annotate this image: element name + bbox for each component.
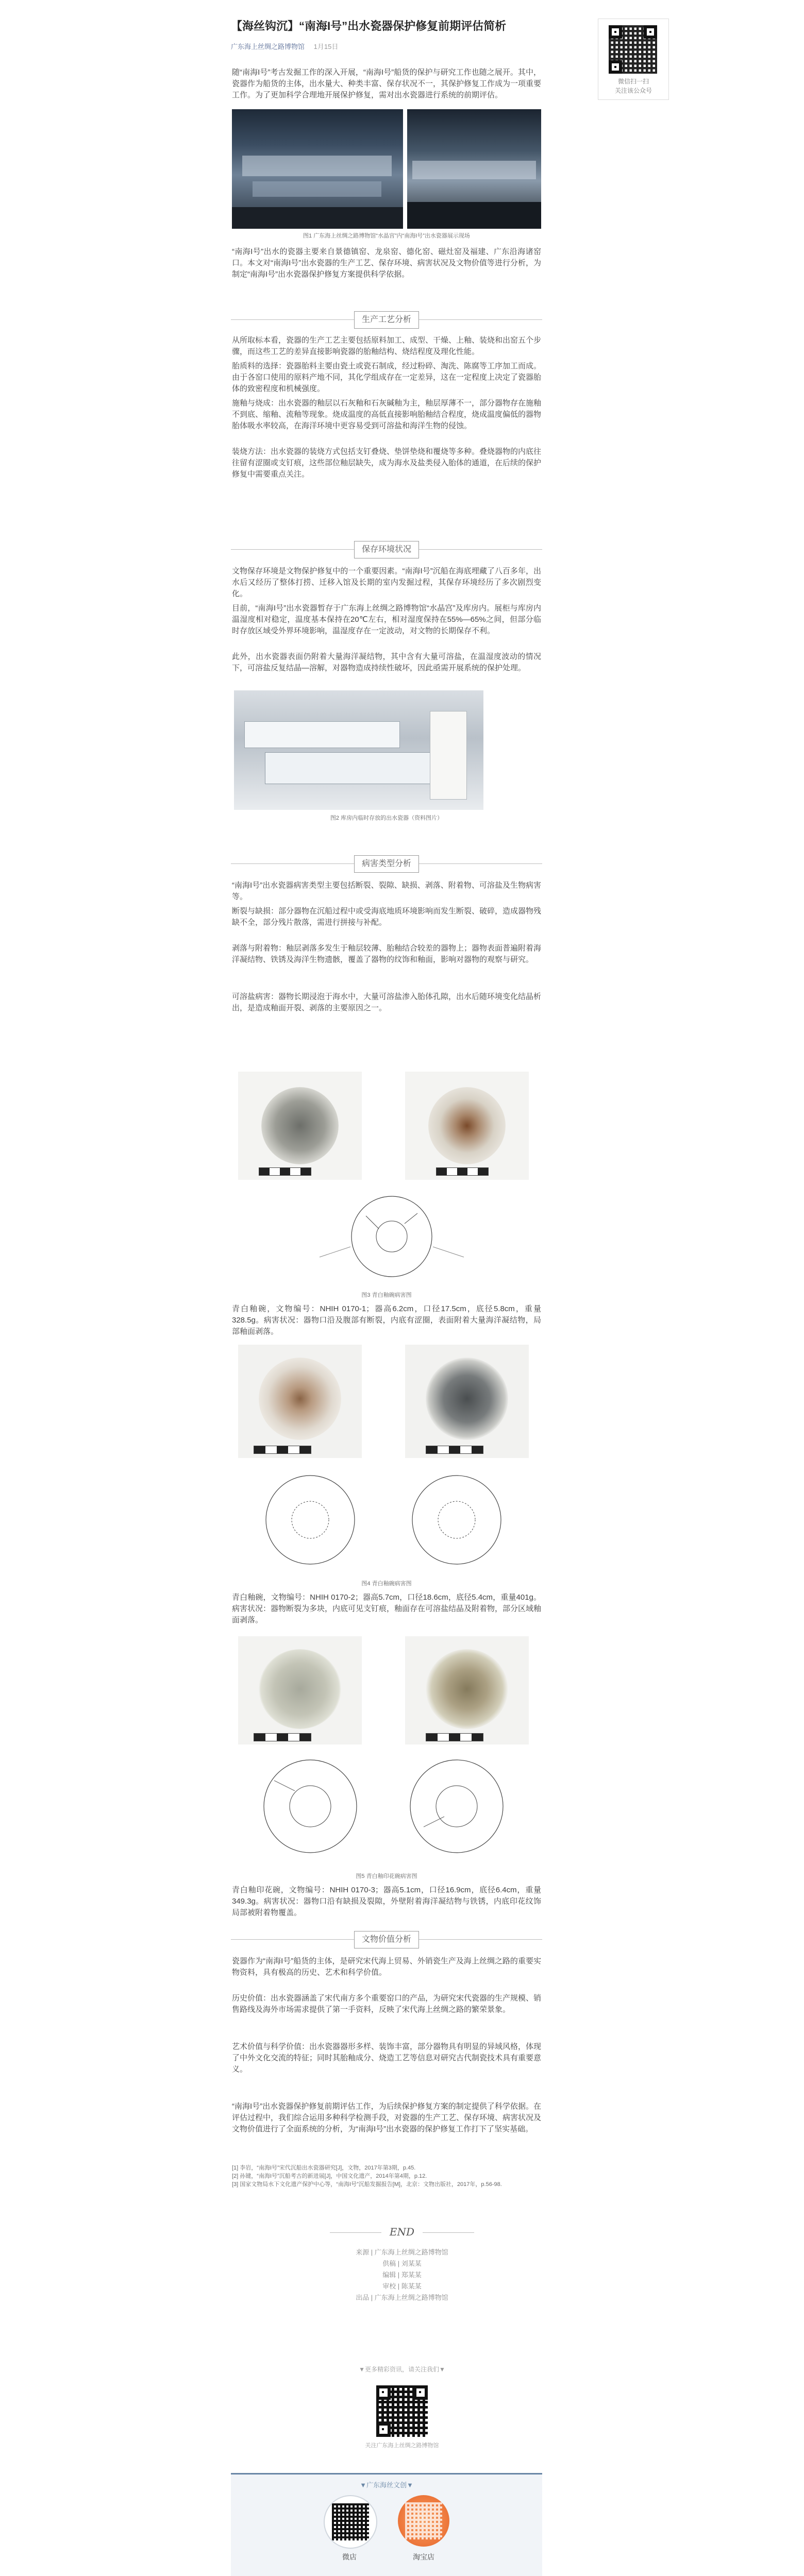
fig5-description: 青白釉印花碗，文物编号：NHIH 0170-3；器高5.1cm，口径16.9cm，底径6.4cm，重量349.3g。病害状况：器物口沿有缺损及裂隙，外壁附着海洋凝结物与铁锈，内底印花纹饰局部被附着物覆盖。 [232,1886,541,1917]
craft-paragraph: 施釉与烧成：出水瓷器的釉层以石灰釉和石灰碱釉为主，釉层厚薄不一，部分器物存在施釉不到底、缩釉、流釉等现象。烧成温度的高低直接影响胎釉结合程度，烧成温度偏低的器物胎体吸水率较高，在海洋环境中更容易受到可溶盐和海洋生物的侵蚀。 [232,399,542,430]
reference-item: [1] 李岩，“南海I号”宋代沉船出水瓷器研究[J]，文物，2017年第3期，p.45. [232,2165,416,2171]
section-header-disease: 病害类型分析 [231,855,542,873]
end-mark: END [381,2226,423,2238]
value-paragraph: 瓷器作为“南海I号”船货的主体，是研究宋代海上贸易、外销瓷生产及海上丝绸之路的重要实物资料，具有极高的历史、艺术和科学价值。 [232,1957,541,1977]
craft-paragraph: 胎质料的选择：瓷器胎料主要由瓷土或瓷石制成，经过粉碎、淘洗、陈腐等工序加工而成。由于各窑口使用的原料产地不同，其化学组成存在一定差异，这在一定程度上决定了瓷器胎体的致密程度和机械强度。 [232,362,542,393]
section-header-environment: 保存环境状况 [231,541,542,558]
publish-date: 1月15日 [313,43,339,50]
fig5-caption: 图5 青白釉印花碗病害图 [356,1873,417,1879]
disease-paragraph: 断裂与缺损：部分器物在沉船过程中或受海底地质环境影响而发生断裂、破碎，造成器物残缺不全，部分残片散落，需进行拼接与补配。 [232,907,542,927]
disease-paragraph: “南海I号”出水瓷器病害类型主要包括断裂、裂隙、缺损、剥落、附着物、可溶盐及生物病害等。 [232,881,541,901]
disease-paragraph: 剥落与附着物：釉层剥落多发生于釉层较薄、胎釉结合较差的器物上；器物表面普遍附着海洋凝结物、铁锈及海洋生物遗骸，覆盖了器物的纹饰和釉面，影响对器物的观察与研究。 [232,944,542,964]
fig2-caption: 图2 库房内临时存放的出水瓷器（资料图片） [330,815,443,821]
section-header-craft: 生产工艺分析 [231,311,542,329]
bowl-photo [238,1345,362,1458]
craft-paragraph: 装烧方法：出水瓷器的装烧方式包括支钉叠烧、垫饼垫烧和覆烧等多种。叠烧器物的内底往往留有涩圈或支钉痕，这些部位釉层缺失，成为海水及盐类侵入胎体的通道，在后续的保护修复中需要重点关注。 [232,447,542,479]
references [232,2164,541,2189]
conclusion-paragraph: “南海I号”出水瓷器保护修复前期评估工作，为后续保护修复方案的制定提供了科学依据。在评估过程中，我们综合运用多种科学检测手段，对瓷器的生产工艺、保存环境、病害状况及文物价值进行了全面系统的分析，为“南海I号”出水瓷器的保护修复工作打下了坚实基础。 [232,2102,542,2133]
taobao-qr-icon[interactable] [398,2495,449,2547]
bowl-photo [405,1072,529,1180]
shop-panel-title: ▼广东海丝文创▼ [360,2481,413,2489]
article-title: 【海丝钩沉】“南海I号”出水瓷器保护修复前期评估简析 [231,20,507,32]
qr-caption-2: 关注该公众号 [614,87,652,94]
side-qr-panel [598,19,669,100]
storage-photo [234,690,483,810]
section-header-value: 文物价值分析 [231,1931,542,1948]
bowl-photo [238,1636,362,1744]
environment-paragraph: 文物保存环境是文物保护修复中的一个重要因素。“南海I号”沉船在海底埋藏了八百多年，出水后又经历了整体打捞、迁移入馆及长期的室内发掘过程，其保存环境经历了多次剧烈变化。 [232,567,541,598]
fig4-caption: 图4 青白釉碗病害图 [361,1581,412,1587]
fig3-caption: 图3 青白釉碗病害图 [361,1292,412,1298]
weidian-label: 微店 [342,2553,357,2561]
bowl-diagram [238,1463,529,1577]
footer-source: 来源 | 广东海上丝绸之路博物馆 [356,2248,448,2256]
end-divider [330,2225,474,2240]
intro-paragraph-2: “南海I号”出水的瓷器主要来自景德镇窑、龙泉窑、德化窑、磁灶窑及福建、广东沿海诸窑口。本文对“南海I号”出水瓷器的生产工艺、保存环境、病害状况及文物价值等进行分析，为制定“南海I号”出水瓷器保护修复方案提供科学依据。 [232,247,541,279]
museum-photo-left [232,109,403,229]
intro-paragraph: 随“南海I号”考古发掘工作的深入开展，“南海I号”船货的保护与研究工作也随之展开。其中，瓷器作为船货的主体，出水量大、种类丰富、保存状况不一，其保护修复工作成为一项重要工作。为了更加科学合理地开展保护修复，需对出水瓷器进行系统的前期评估。 [232,68,542,99]
weidian-qr-icon[interactable] [324,2495,377,2549]
source-link[interactable]: 广东海上丝绸之路博物馆 [231,43,305,50]
museum-photo-right [407,109,541,229]
bowl-diagram [289,1185,495,1288]
follow-divider: ▼更多精彩资讯，请关注我们▼ [359,2366,445,2373]
shop-panel [231,2473,542,2576]
bowl-photo [405,1345,529,1458]
footer-contributor: 供稿 | 刘某某 [382,2260,422,2267]
footer-qr-caption: 关注广东海上丝绸之路博物馆 [365,2443,439,2449]
disease-paragraph: 可溶盐病害：器物长期浸泡于海水中，大量可溶盐渗入胎体孔隙，出水后随环境变化结晶析出，是造成釉面开裂、剥落的主要原因之一。 [232,992,542,1012]
fig4-description: 青白釉碗，文物编号：NHIH 0170-2；器高5.7cm，口径18.6cm，底径5.4cm，重量401g。病害状况：器物断裂为多块，内底可见支钉痕，釉面存在可溶盐结晶及附着物，部分区域釉面剥落。 [232,1593,542,1624]
craft-paragraph: 从所取标本看，瓷器的生产工艺主要包括原料加工、成型、干燥、上釉、装烧和出窑五个步骤，而这些工艺的差异直接影响瓷器的胎釉结构、烧结程度及理化性能。 [232,336,542,356]
value-paragraph: 历史价值：出水瓷器涵盖了宋代南方多个重要窑口的产品，为研究宋代瓷器的生产规模、销售路线及海外市场需求提供了第一手资料，反映了宋代海上丝绸之路的繁荣景象。 [232,1994,542,2014]
value-paragraph: 艺术价值与科学价值：出水瓷器器形多样、装饰丰富，部分器物具有明显的异域风格，体现了中外文化交流的特征；同时其胎釉成分、烧造工艺等信息对研究古代制瓷技术具有重要意义。 [232,2042,542,2074]
footer-reviewer: 审校 | 陈某某 [382,2282,422,2290]
reference-item: [3] 国家文物局水下文化遗产保护中心等，“南海I号”沉船发掘报告[M]，北京：文物出版社，2017年，p.56-98. [232,2181,502,2188]
article-meta [231,41,338,51]
bowl-diagram [238,1750,529,1868]
footer-editor: 编辑 | 郑某某 [382,2271,422,2279]
environment-paragraph: 目前，“南海I号”出水瓷器暂存于广东海上丝绸之路博物馆“水晶宫”及库房内。展柜与库房内温湿度相对稳定，温度基本保持在20℃左右，相对湿度保持在55%—65%之间，但部分临时存放区域受外界环境影响，温湿度存在一定波动，对文物的长期保存不利。 [232,604,541,635]
environment-paragraph: 此外，出水瓷器表面仍附着大量海洋凝结物，其中含有大量可溶盐，在温湿度波动的情况下，可溶盐反复结晶—溶解，对器物造成持续性破坏，因此亟需开展系统的保护处理。 [232,652,541,672]
bowl-photo [405,1636,529,1744]
footer-producer: 出品 | 广东海上丝绸之路博物馆 [356,2294,448,2301]
reference-item: [2] 孙键，“南海I号”沉船考古的新进展[J]，中国文化遗产，2014年第4期，p.12. [232,2173,427,2179]
fig1-caption: 图1 广东海上丝绸之路博物馆“水晶宫”内“南海I号”出水瓷器展示现场 [303,233,470,239]
bowl-photo [238,1072,362,1180]
fig3-description: 青白釉碗，文物编号：NHIH 0170-1；器高6.2cm，口径17.5cm，底径5.8cm，重量328.5g。病害状况：器物口沿及腹部有断裂，内底有涩圈，表面附着大量海洋凝结物，局部釉面剥落。 [232,1304,541,1336]
taobao-label: 淘宝店 [413,2553,434,2561]
qr-caption-1: 微信扫一扫 [617,78,649,85]
